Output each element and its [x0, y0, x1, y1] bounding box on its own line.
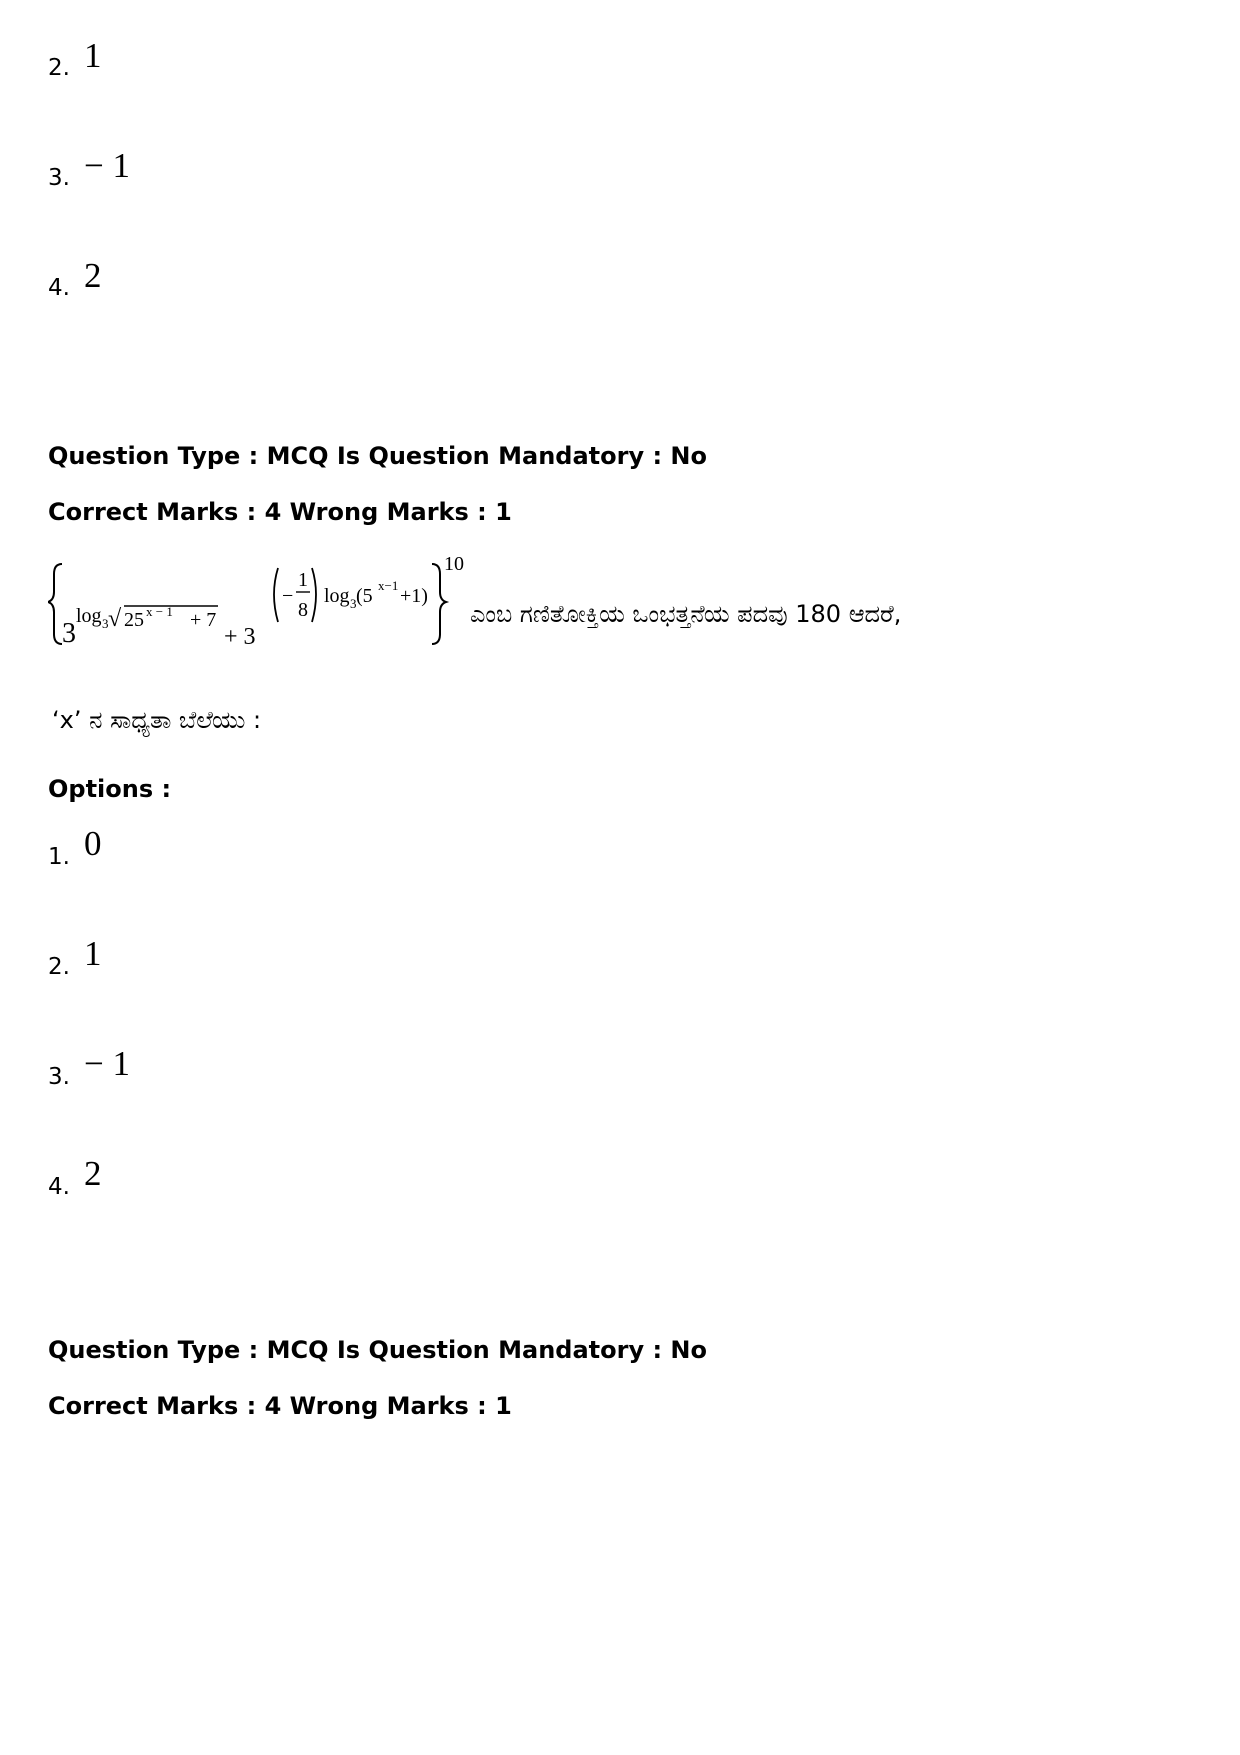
- option-value: 2: [84, 1154, 102, 1193]
- right-paren: [312, 568, 316, 622]
- right-brace: [432, 564, 446, 644]
- expr-log2: log: [324, 585, 350, 607]
- math-expression-figure: [48, 550, 488, 650]
- question-text-line1: ಎಂಬ ಗಣಿತೋಕ್ತಿಯ ಒಂಭತ್ತನೆಯ ಪದವು 180 ಆದರೆ,: [470, 600, 902, 628]
- expr-sqrt: √: [108, 606, 122, 632]
- question-type-line: Question Type : MCQ Is Question Mandatory : No: [48, 442, 707, 470]
- option-number: 2.: [48, 55, 70, 81]
- left-paren: [274, 568, 278, 622]
- option-value: − 1: [84, 146, 130, 185]
- option-number: 1.: [48, 844, 70, 870]
- next-question-marks-line: Correct Marks : 4 Wrong Marks : 1: [48, 1392, 512, 1420]
- question-marks-line: Correct Marks : 4 Wrong Marks : 1: [48, 498, 512, 526]
- expr-log1: log: [76, 605, 102, 627]
- expr-arg-open: (5: [356, 585, 373, 607]
- options-label: Options :: [48, 775, 172, 803]
- expr-arg-close: +1): [400, 585, 428, 607]
- option-value: 0: [84, 824, 102, 863]
- option-number: 2.: [48, 954, 70, 980]
- expr-arg-exp: x−1: [378, 578, 399, 593]
- expr-log1-sub: 3: [102, 616, 109, 631]
- option-number: 4.: [48, 275, 70, 301]
- option-value: 1: [84, 934, 102, 973]
- expr-frac-minus: −: [282, 585, 294, 607]
- option-value: − 1: [84, 1044, 130, 1083]
- expr-plus: + 3: [224, 624, 256, 650]
- expr-base1: 3: [62, 618, 76, 649]
- option-number: 3.: [48, 165, 70, 191]
- expr-outer-exp: 10: [444, 553, 464, 575]
- expr-frac-den: 8: [298, 599, 308, 621]
- option-number: 4.: [48, 1174, 70, 1200]
- option-value: 1: [84, 36, 102, 75]
- expr-radicand-plus: + 7: [190, 609, 217, 631]
- question-math-expression: [48, 550, 488, 650]
- expr-log2-sub: 3: [350, 596, 357, 611]
- left-brace: [48, 564, 62, 644]
- next-question-type-line: Question Type : MCQ Is Question Mandatory : No: [48, 1336, 707, 1364]
- expr-frac-num: 1: [298, 569, 308, 591]
- option-number: 3.: [48, 1064, 70, 1090]
- option-value: 2: [84, 256, 102, 295]
- expr-radicand-base: 25: [124, 609, 144, 631]
- expr-radicand-exp: x − 1: [146, 604, 173, 619]
- question-text-line2: ‘x’ ನ ಸಾಧ್ಯತಾ ಬೆಲೆಯು :: [52, 706, 262, 734]
